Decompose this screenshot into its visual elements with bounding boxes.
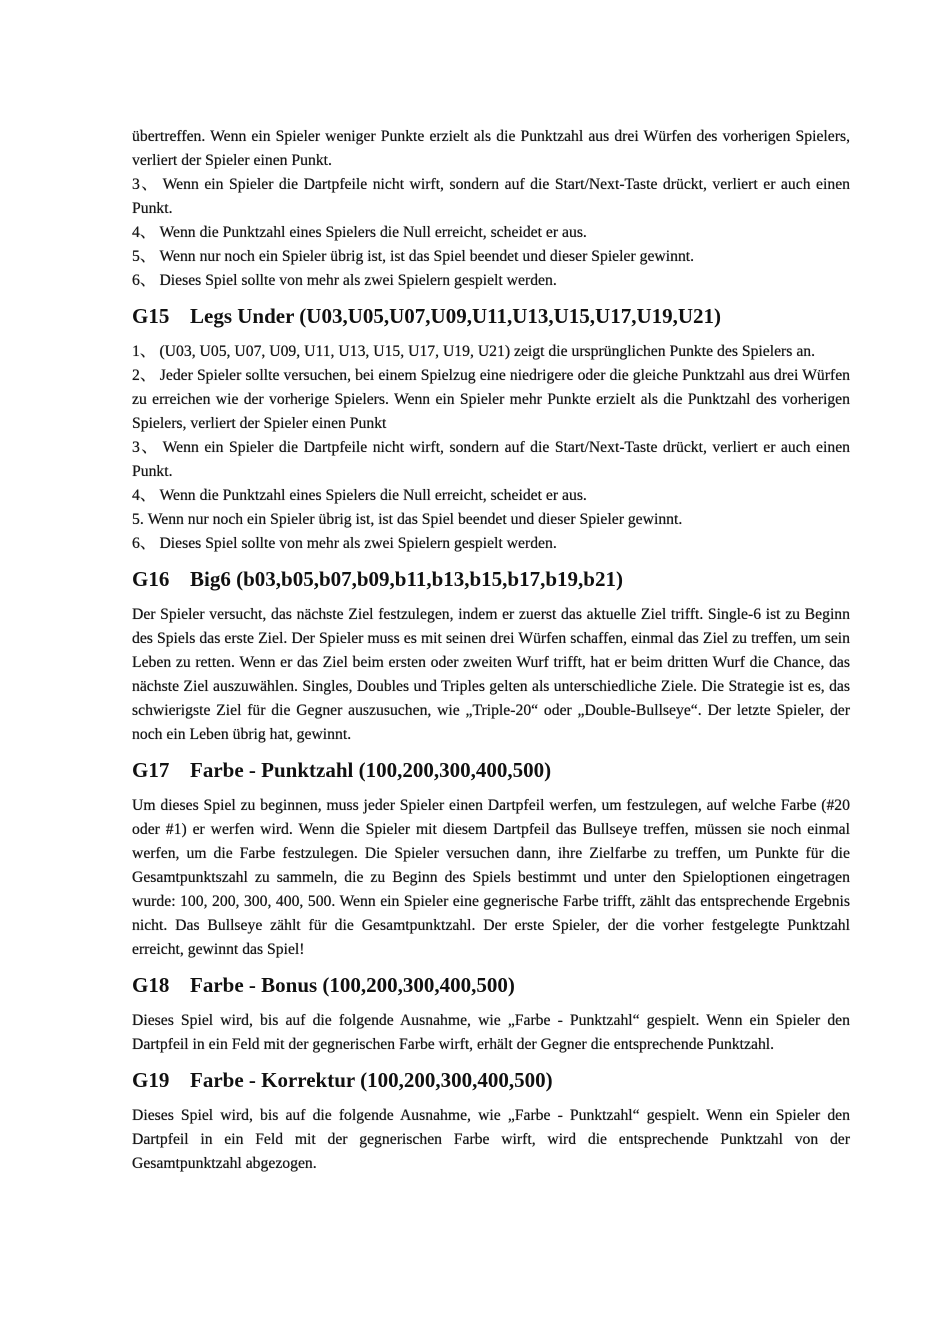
section-code: G15: [132, 304, 170, 328]
section-heading-g15: [132, 293, 850, 340]
item-text: Dieses Spiel sollte von mehr als zwei Spielern gespielt werden.: [159, 272, 557, 289]
continuation-paragraph: übertreffen. Wenn ein Spieler weniger Punkte erzielt als die Punktzahl aus drei Würfen des vorherigen Spielers, verliert der Spieler einen Punkt.: [132, 128, 850, 169]
section-heading-g18: [132, 962, 850, 1009]
section-heading-g19: [132, 1057, 850, 1104]
list-item: [132, 532, 850, 556]
list-item: [132, 364, 850, 436]
item-marker: 5、: [132, 248, 156, 265]
item-marker: 3、: [132, 176, 159, 193]
section-paragraph: Dieses Spiel wird, bis auf die folgende Ausnahme, wie „Farbe - Punktzahl“ gespielt. Wenn ein Spieler den Dartpfeil in ein Feld mit der gegnerischen Farbe wirft, wird die entsprechende Punktzahl von der Gesamtpunktzahl abgezogen.: [132, 1107, 850, 1172]
list-item: [132, 484, 850, 508]
item-marker: 4、: [132, 487, 156, 504]
list-item: [132, 221, 850, 245]
item-text: Wenn die Punktzahl eines Spielers die Null erreicht, scheidet er aus.: [159, 224, 587, 241]
section-code: G16: [132, 567, 170, 591]
section-title: Farbe - Bonus (100,200,300,400,500): [190, 973, 515, 997]
item-text: Jeder Spieler sollte versuchen, bei einem Spielzug eine niedrigere oder die gleiche Punktzahl aus drei Würfen zu erreichen wie der vorherige Spielers. Wenn ein Spieler mehr Punkte erzielt als die Punktzahl des vorherigen Spielers, verliert der Spieler einen Punkt: [132, 367, 851, 432]
section-code: G19: [132, 1068, 170, 1092]
item-marker: 4、: [132, 224, 156, 241]
item-text: Wenn nur noch ein Spieler übrig ist, ist das Spiel beendet und dieser Spieler gewinnt.: [147, 511, 683, 528]
section-title: Farbe - Punktzahl (100,200,300,400,500): [190, 758, 552, 782]
item-text: Wenn ein Spieler die Dartpfeile nicht wirft, sondern auf die Start/Next-Taste drückt, verliert er auch einen Punkt.: [132, 176, 851, 217]
list-item: [132, 245, 850, 269]
section-title: Legs Under (U03,U05,U07,U09,U11,U13,U15,U17,U19,U21): [190, 304, 722, 328]
item-text: Wenn nur noch ein Spieler übrig ist, ist das Spiel beendet und dieser Spieler gewinnt.: [159, 248, 695, 265]
section-paragraph: Der Spieler versucht, das nächste Ziel festzulegen, indem er zuerst das aktuelle Ziel trifft. Single-6 ist zu Beginn des Spiels das erste Ziel. Der Spieler muss es mit seinen drei Würfen schaffen, einmal das Ziel zu treffen, um sein Leben zu retten. Wenn er das Ziel beim ersten oder zweiten Wurf trifft, hat er beim dritten Wurf die Chance, das nächste Ziel auszuwählen. Singles, Doubles und Triples gelten als unterschiedliche Ziele. Die Strategie ist es, das schwierigste Ziel für die Gegner auszusuchen, wie „Triple-20“ oder „Double-Bullseye“. Der letzte Spieler, der noch ein Leben übrig hat, gewinnt.: [132, 606, 850, 743]
list-item: [132, 173, 850, 221]
list-item: [132, 340, 850, 364]
item-marker: 1、: [132, 343, 156, 360]
item-marker: 5.: [132, 511, 144, 528]
section-code: G18: [132, 973, 170, 997]
section-heading-g16: [132, 556, 850, 603]
item-marker: 3、: [132, 439, 159, 456]
list-item: [132, 508, 850, 532]
section-paragraph: Dieses Spiel wird, bis auf die folgende Ausnahme, wie „Farbe - Punktzahl“ gespielt. Wenn ein Spieler den Dartpfeil in ein Feld mit der gegnerischen Farbe wirft, erhält der Gegner die entsprechende Punktzahl.: [132, 1012, 850, 1053]
list-item: [132, 436, 850, 484]
item-text: Dieses Spiel sollte von mehr als zwei Spielern gespielt werden.: [159, 535, 557, 552]
list-item: [132, 269, 850, 293]
item-text: (U03, U05, U07, U09, U11, U13, U15, U17, U19, U21) zeigt die ursprünglichen Punkte des Spielers an.: [159, 343, 816, 360]
item-marker: 2、: [132, 367, 156, 384]
section-title: Big6 (b03,b05,b07,b09,b11,b13,b15,b17,b19,b21): [190, 567, 623, 591]
item-text: Wenn die Punktzahl eines Spielers die Null erreicht, scheidet er aus.: [159, 487, 587, 504]
item-marker: 6、: [132, 535, 156, 552]
item-text: Wenn ein Spieler die Dartpfeile nicht wirft, sondern auf die Start/Next-Taste drückt, verliert er auch einen Punkt.: [132, 439, 851, 480]
section-paragraph: Um dieses Spiel zu beginnen, muss jeder Spieler einen Dartpfeil werfen, um festzulegen, auf welche Farbe (#20 oder #1) er werfen wird. Wenn die Spieler mit diesem Dartpfeil das Bullseye treffen, müssen sie noch einmal werfen, um die Farbe festzulegen. Die Spieler versuchen dann, ihre Zielfarbe zu treffen, um Punkte für die Gesamtpunktszahl zu sammeln, die zu Beginn des Spiels bestimmt und unter den Spieloptionen eingetragen wurde: 100, 200, 300, 400, 500. Wenn ein Spieler eine gegnerische Farbe trifft, zählt das entsprechende Ergebnis nicht. Das Bullseye zählt für die Gesamtpunktzahl. Der erste Spieler, der die vorher festgelegte Punktzahl erreicht, gewinnt das Spiel!: [132, 797, 850, 958]
section-heading-g17: [132, 747, 850, 794]
item-marker: 6、: [132, 272, 156, 289]
section-title: Farbe - Korrektur (100,200,300,400,500): [190, 1068, 553, 1092]
section-code: G17: [132, 758, 170, 782]
